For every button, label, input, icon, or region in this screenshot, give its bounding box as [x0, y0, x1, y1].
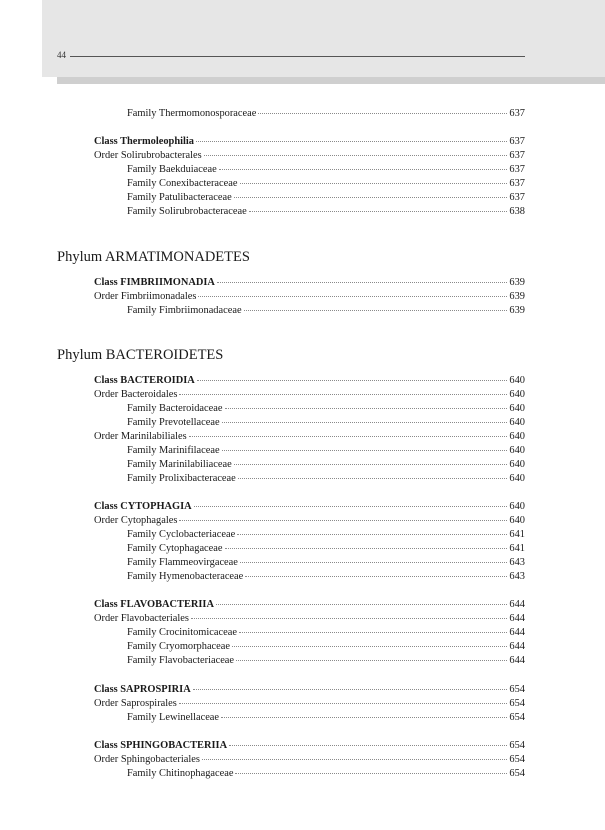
entry-label: Family Crocinitomicaceae	[127, 627, 237, 638]
entry-page: 654	[509, 754, 525, 765]
entry-label: Order Cytophagales	[94, 515, 178, 526]
toc-entry-thermomonosporaceae[interactable]	[127, 107, 525, 121]
dot-leader	[179, 520, 507, 521]
toc-entry-sphingobacteriia[interactable]	[94, 739, 525, 753]
entry-label: Family Prevotellaceae	[127, 417, 220, 428]
entry-page: 637	[509, 108, 525, 119]
entry-page: 640	[509, 389, 525, 400]
entry-label: Family Bacteroidaceae	[127, 403, 223, 414]
dot-leader	[249, 211, 508, 212]
entry-page: 644	[509, 655, 525, 666]
dot-leader	[216, 604, 507, 605]
toc-entry-baekduiaceae[interactable]	[127, 163, 525, 177]
entry-page: 654	[509, 712, 525, 723]
dot-leader	[239, 632, 507, 633]
toc-entry-cytophagaceae[interactable]	[127, 542, 525, 556]
entry-page: 644	[509, 599, 525, 610]
toc-entry-cryomorphaceae[interactable]	[127, 640, 525, 654]
entry-page: 643	[509, 571, 525, 582]
dot-leader	[225, 408, 508, 409]
toc-entry-fimbriimonadia[interactable]	[94, 276, 525, 290]
entry-page: 654	[509, 684, 525, 695]
entry-label: Class BACTEROIDIA	[94, 375, 195, 386]
entry-page: 643	[509, 557, 525, 568]
dot-leader	[236, 660, 507, 661]
dot-leader	[245, 576, 507, 577]
entry-label: Family Hymenobacteraceae	[127, 571, 244, 582]
toc-entry-cytophagales[interactable]	[94, 514, 525, 528]
toc-entry-crocinitomicaceae[interactable]	[127, 626, 525, 640]
entry-label: Family Flavobacteriaceae	[127, 655, 235, 666]
toc-entry-saprospirales[interactable]	[94, 697, 525, 711]
entry-label: Family Solirubrobacteraceae	[127, 206, 247, 217]
entry-label: Class CYTOPHAGIA	[94, 501, 192, 512]
toc-entry-prolixibacteraceae[interactable]	[127, 472, 525, 486]
entry-label: Family Patulibacteraceae	[127, 192, 232, 203]
dot-leader	[232, 646, 507, 647]
entry-label: Class Thermoleophilia	[94, 136, 194, 147]
toc-entry-flavobacteriales[interactable]	[94, 612, 525, 626]
entry-label: Family Fimbriimonadaceae	[127, 305, 242, 316]
entry-label: Family Thermomonosporaceae	[127, 108, 257, 119]
entry-label: Family Cryomorphaceae	[127, 641, 231, 652]
entry-label: Order Bacteroidales	[94, 389, 178, 400]
dot-leader	[240, 562, 508, 563]
entry-page: 637	[509, 150, 525, 161]
dot-leader	[193, 689, 508, 690]
entry-page: 640	[509, 431, 525, 442]
toc-entry-patulibacteraceae[interactable]	[127, 191, 525, 205]
dot-leader	[240, 183, 508, 184]
dot-leader	[238, 478, 508, 479]
toc-entry-solirubrobacteraceae[interactable]	[127, 205, 525, 219]
toc-entry-fimbriimonadaceae[interactable]	[127, 304, 525, 318]
toc-entry-prevotellaceae[interactable]	[127, 416, 525, 430]
dot-leader	[234, 197, 508, 198]
dot-leader	[217, 282, 507, 283]
toc-entry-cytophagia[interactable]	[94, 500, 525, 514]
toc-entry-chitinophagaceae[interactable]	[127, 767, 525, 781]
toc-entry-conexibacteraceae[interactable]	[127, 177, 525, 191]
entry-label: Family Lewinellaceae	[127, 712, 220, 723]
toc-entry-sphingobacteriales[interactable]	[94, 753, 525, 767]
entry-page: 640	[509, 501, 525, 512]
dot-leader	[196, 141, 507, 142]
entry-label: Class FIMBRIIMONADIA	[94, 277, 215, 288]
dot-leader	[194, 506, 508, 507]
toc-entry-solirubrobacterales[interactable]	[94, 149, 525, 163]
toc-entry-saprospiria[interactable]	[94, 683, 525, 697]
entry-page: 644	[509, 641, 525, 652]
entry-page: 639	[509, 305, 525, 316]
entry-page: 637	[509, 136, 525, 147]
entry-label: Family Marinifilaceae	[127, 445, 220, 456]
entry-label: Family Prolixibacteraceae	[127, 473, 236, 484]
dot-leader	[204, 155, 508, 156]
dot-leader	[219, 169, 508, 170]
entry-page: 638	[509, 206, 525, 217]
toc-entry-thermoleophilia[interactable]	[94, 135, 525, 149]
dot-leader	[225, 548, 508, 549]
entry-page: 639	[509, 291, 525, 302]
entry-page: 640	[509, 473, 525, 484]
toc-entry-hymenobacteraceae[interactable]	[127, 570, 525, 584]
entry-label: Family Cytophagaceae	[127, 543, 223, 554]
entry-label: Family Chitinophagaceae	[127, 768, 234, 779]
toc-entry-flavobacteriia[interactable]	[94, 598, 525, 612]
toc-entry-bacteroidia[interactable]	[94, 374, 525, 388]
entry-label: Order Marinilabiliales	[94, 431, 187, 442]
entry-page: 639	[509, 277, 525, 288]
toc-entry-lewinellaceae[interactable]	[127, 711, 525, 725]
entry-page: 637	[509, 164, 525, 175]
entry-label: Class SAPROSPIRIA	[94, 684, 191, 695]
entry-label: Family Baekduiaceae	[127, 164, 217, 175]
header-shadow	[57, 77, 605, 84]
entry-page: 644	[509, 627, 525, 638]
dot-leader	[179, 394, 507, 395]
entry-page: 644	[509, 613, 525, 624]
dot-leader	[222, 422, 508, 423]
header-rule	[70, 56, 525, 57]
dot-leader	[179, 703, 508, 704]
toc-entry-fimbriimonadales[interactable]	[94, 290, 525, 304]
header-band	[42, 0, 605, 77]
entry-label: Order Sphingobacteriales	[94, 754, 200, 765]
dot-leader	[191, 618, 507, 619]
toc-entry-bacteroidaceae[interactable]	[127, 402, 525, 416]
toc-entry-marinilabiliaceae[interactable]	[127, 458, 525, 472]
entry-label: Order Saprospirales	[94, 698, 177, 709]
phylum-heading-bacteroidetes: Phylum BACTEROIDETES	[57, 347, 224, 363]
entry-label: Class FLAVOBACTERIIA	[94, 599, 214, 610]
dot-leader	[235, 773, 507, 774]
entry-label: Class SPHINGOBACTERIIA	[94, 740, 228, 751]
entry-page: 640	[509, 403, 525, 414]
phylum-heading-armatimonadetes: Phylum ARMATIMONADETES	[57, 249, 250, 265]
entry-label: Family Conexibacteraceae	[127, 178, 238, 189]
page-number: 44	[57, 50, 66, 60]
dot-leader	[258, 113, 507, 114]
entry-page: 640	[509, 445, 525, 456]
toc-entry-flavobacteriaceae[interactable]	[127, 654, 525, 668]
entry-label: Order Fimbriimonadales	[94, 291, 197, 302]
entry-label: Family Marinilabiliaceae	[127, 459, 232, 470]
entry-page: 637	[509, 178, 525, 189]
entry-page: 640	[509, 375, 525, 386]
dot-leader	[198, 296, 507, 297]
entry-page: 654	[509, 768, 525, 779]
entry-page: 654	[509, 740, 525, 751]
dot-leader	[222, 450, 508, 451]
dot-leader	[237, 534, 507, 535]
toc-entry-marinilabiliales[interactable]	[94, 430, 525, 444]
toc-entry-flammeovirgaceae[interactable]	[127, 556, 525, 570]
dot-leader	[202, 759, 508, 760]
dot-leader	[234, 464, 508, 465]
entry-page: 654	[509, 698, 525, 709]
dot-leader	[244, 310, 508, 311]
toc-entry-marinifilaceae[interactable]	[127, 444, 525, 458]
entry-page: 641	[509, 543, 525, 554]
entry-page: 637	[509, 192, 525, 203]
entry-label: Family Cyclobacteriaceae	[127, 529, 236, 540]
dot-leader	[229, 745, 507, 746]
entry-page: 641	[509, 529, 525, 540]
entry-label: Family Flammeovirgaceae	[127, 557, 238, 568]
dot-leader	[197, 380, 508, 381]
toc-entry-bacteroidales[interactable]	[94, 388, 525, 402]
dot-leader	[189, 436, 508, 437]
toc-entry-cyclobacteriaceae[interactable]	[127, 528, 525, 542]
entry-page: 640	[509, 459, 525, 470]
entry-page: 640	[509, 417, 525, 428]
entry-label: Order Solirubrobacterales	[94, 150, 202, 161]
entry-page: 640	[509, 515, 525, 526]
entry-label: Order Flavobacteriales	[94, 613, 189, 624]
dot-leader	[221, 717, 507, 718]
